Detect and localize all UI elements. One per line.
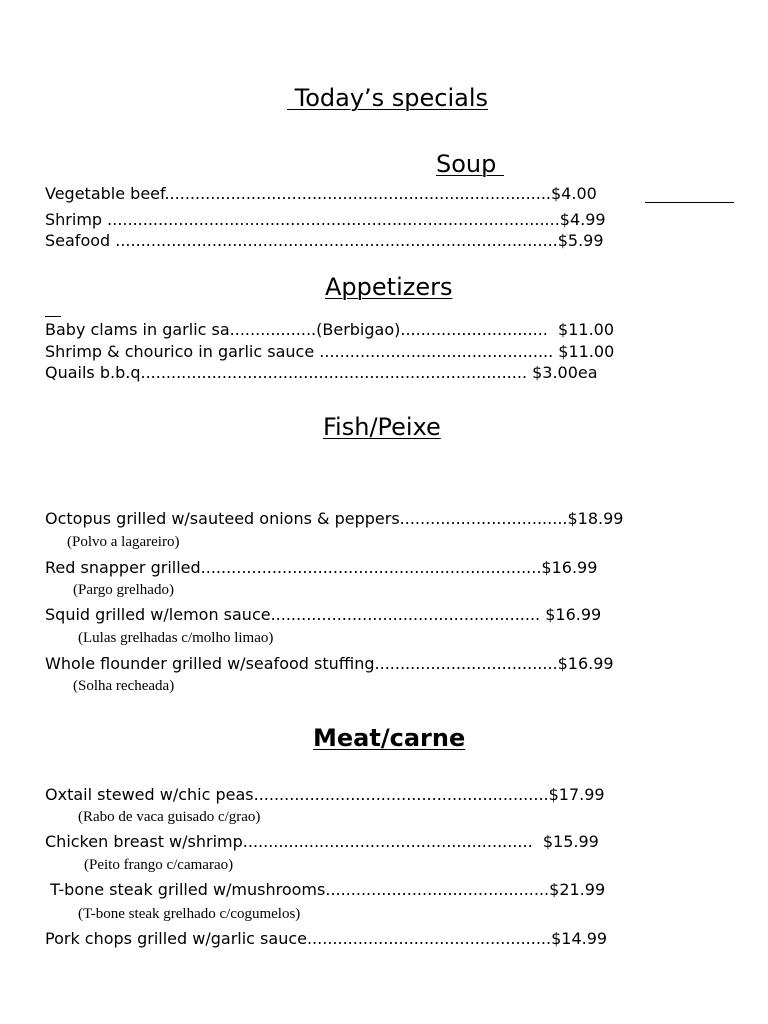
soup-item-shrimp: Shrimp .........................................................................................$4.99: [45, 210, 606, 229]
fish-item-red-snapper: Red snapper grilled...................................................................$16.99: [45, 558, 598, 577]
short-rule: [45, 316, 61, 317]
soup-item-vegetable-beef: Vegetable beef............................................................................$4.00: [45, 184, 597, 203]
fish-item-squid: Squid grilled w/lemon sauce..................................................... $16.99: [45, 605, 602, 624]
fish-item-squid-translation: (Lulas grelhadas c/molho limao): [78, 630, 274, 646]
fish-item-flounder-translation: (Solha recheada): [73, 678, 175, 694]
section-heading-appetizers: Appetizers: [325, 273, 453, 301]
meat-item-oxtail-translation: (Rabo de vaca guisado c/grao): [78, 809, 261, 825]
fish-item-octopus: Octopus grilled w/sauteed onions & peppers.................................$18.99: [45, 509, 624, 528]
appetizer-item-shrimp-chourico: Shrimp & chourico in garlic sauce .............................................. $11.00: [45, 342, 615, 361]
meat-item-pork-chops: Pork chops grilled w/garlic sauce................................................$14.99: [45, 929, 608, 948]
soup-item-seafood: Seafood .......................................................................................$5.99: [45, 231, 604, 250]
meat-item-chicken-breast: Chicken breast w/shrimp......................................................... $15.99: [45, 832, 599, 851]
meat-item-t-bone: T-bone steak grilled w/mushrooms............................................$21.99: [45, 880, 606, 899]
appetizer-item-quails: Quails b.b.q............................................................................ $3.00ea: [45, 363, 598, 382]
section-heading-fish: Fish/Peixe: [323, 413, 441, 441]
section-heading-meat: Meat/carne: [313, 724, 466, 752]
meat-item-oxtail: Oxtail stewed w/chic peas..........................................................$17.99: [45, 785, 605, 804]
underline-rule: [645, 202, 734, 203]
meat-item-chicken-breast-translation: (Peito frango c/camarao): [84, 857, 234, 873]
fish-item-flounder: Whole flounder grilled w/seafood stuffing....................................$16.99: [45, 654, 614, 673]
fish-item-red-snapper-translation: (Pargo grelhado): [73, 582, 174, 598]
meat-item-t-bone-translation: (T-bone steak grelhado c/cogumelos): [78, 906, 301, 922]
page-title: Today’s specials: [287, 84, 489, 112]
appetizer-item-baby-clams: Baby clams in garlic sa.................(Berbigao)............................. $11.00: [45, 320, 615, 339]
fish-item-octopus-translation: (Polvo a lagareiro): [67, 534, 180, 550]
section-heading-soup: Soup: [436, 150, 504, 178]
